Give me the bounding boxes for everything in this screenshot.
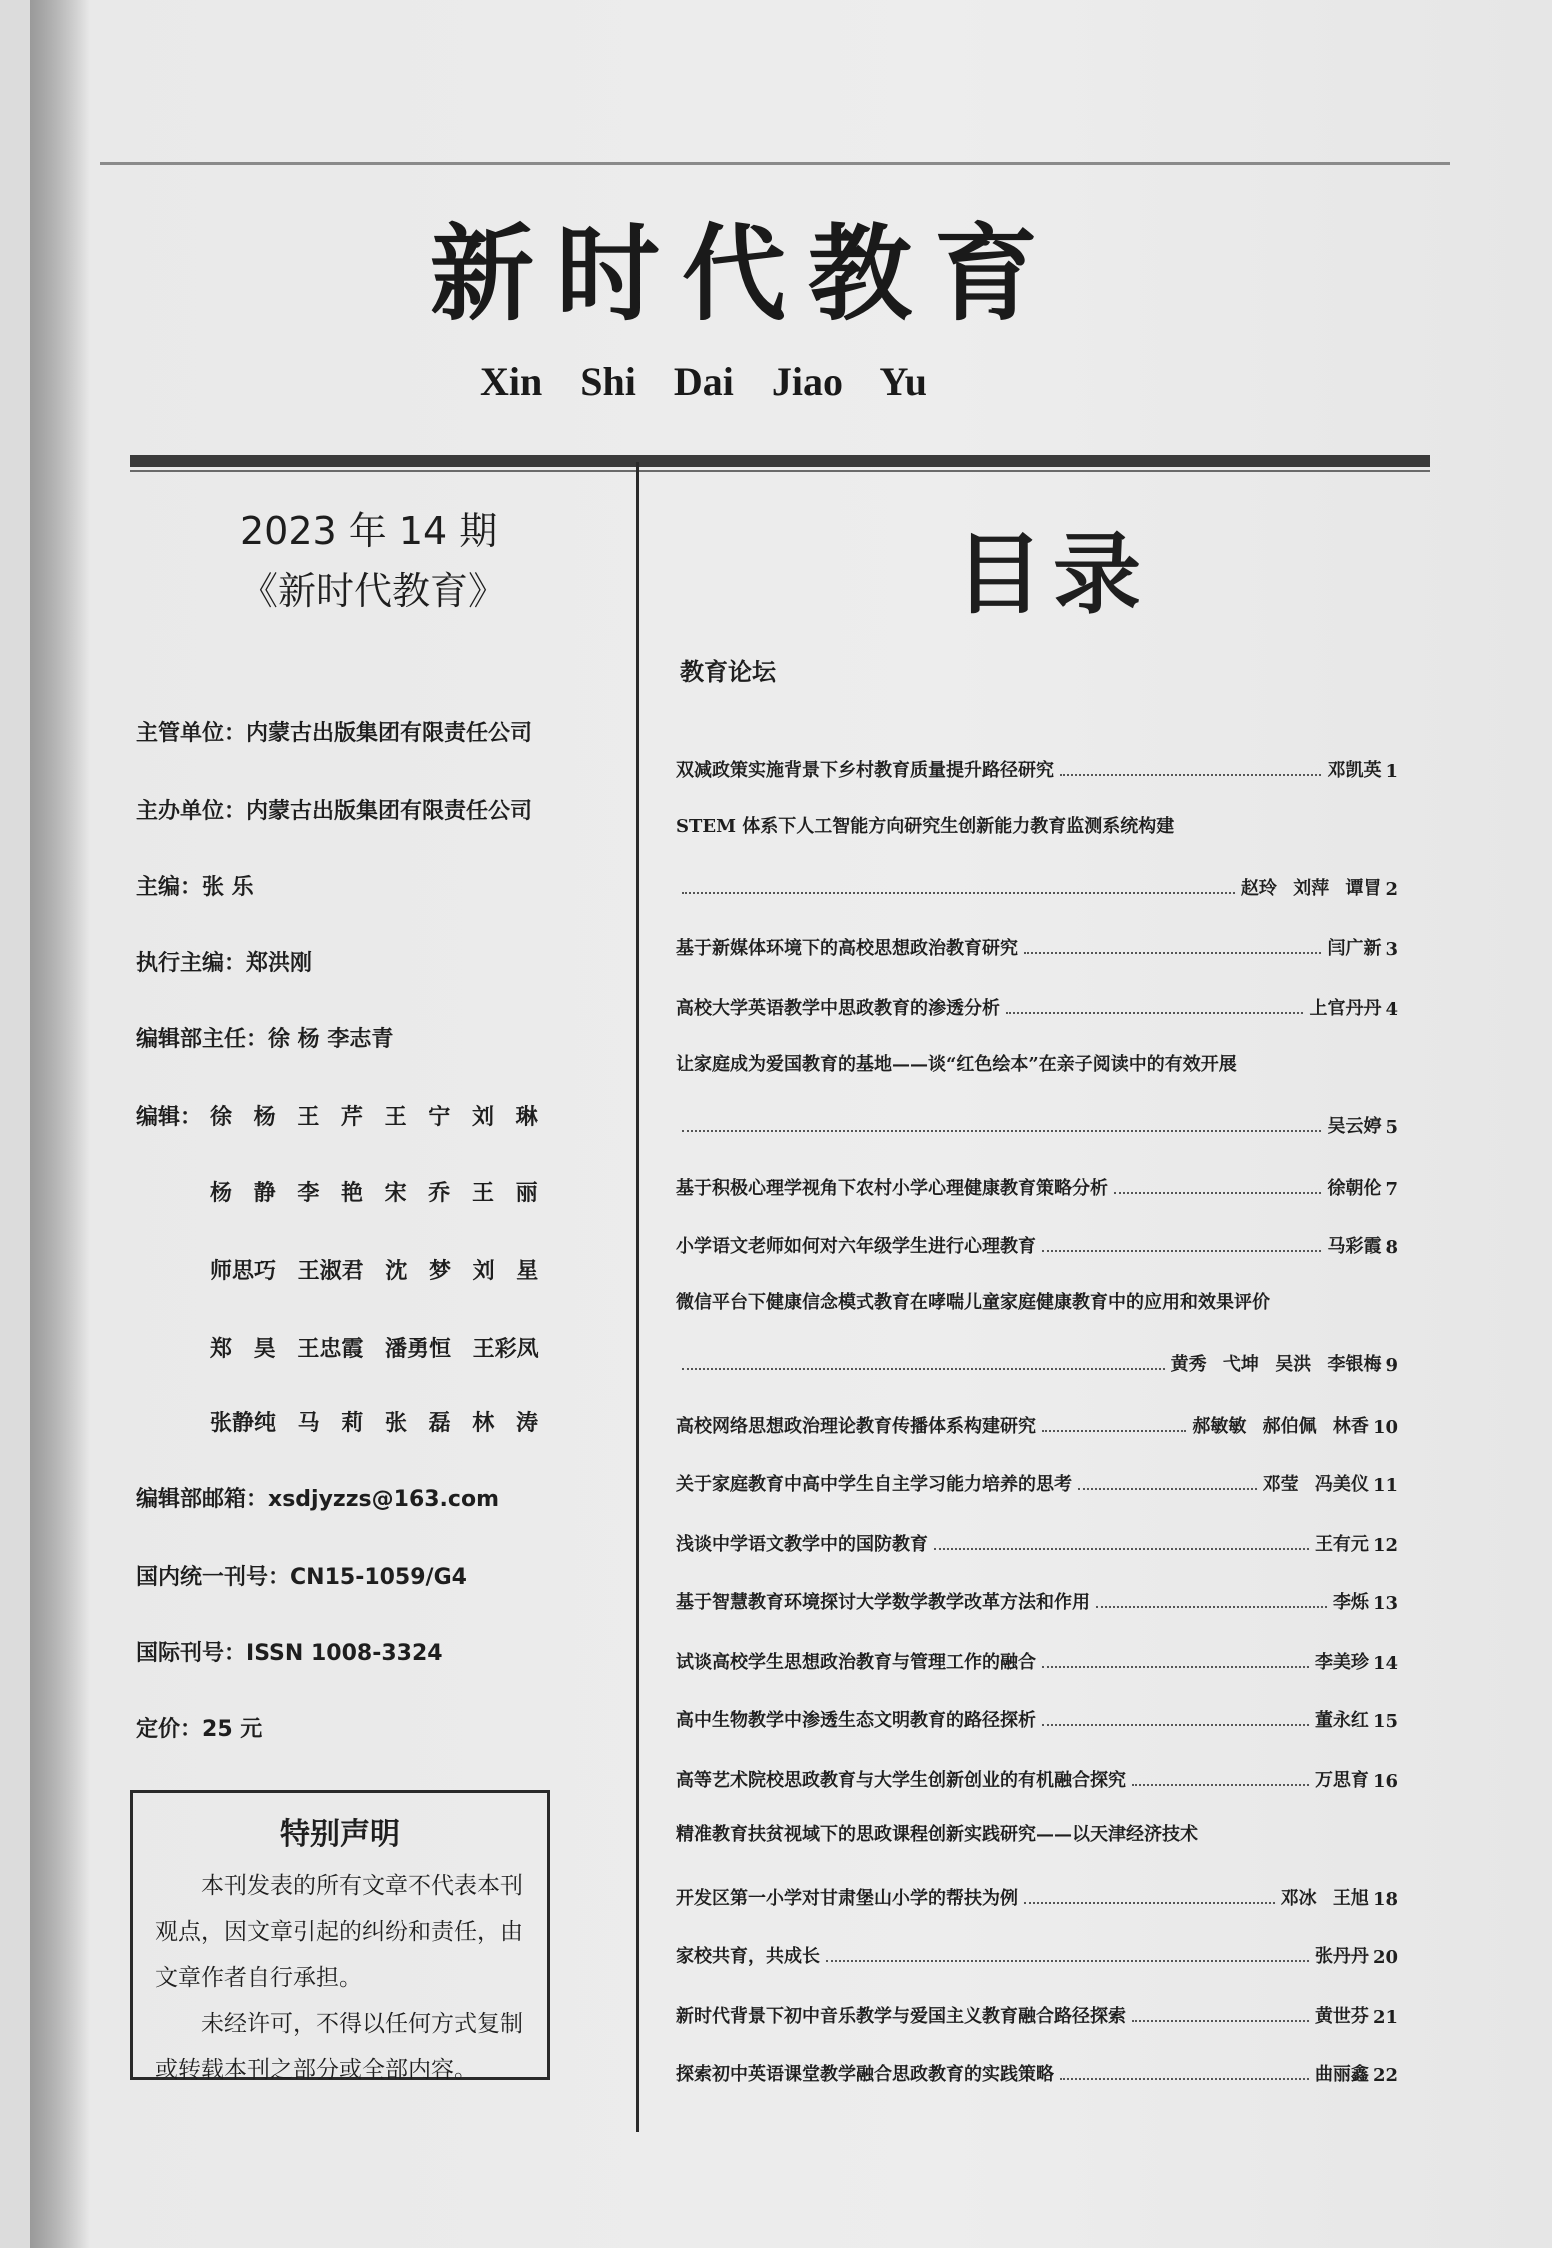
- toc-entry-title: 双减政策实施背景下乡村教育质量提升路径研究: [676, 760, 1054, 781]
- toc-entry: [676, 1170, 1398, 1200]
- info-email: [136, 1482, 499, 1513]
- info-value: 内蒙古出版集团有限责任公司: [246, 721, 533, 746]
- toc-leader-dots: [1042, 1666, 1309, 1668]
- toc-leader-dots: [934, 1548, 1309, 1550]
- info-label: 编辑：: [136, 1105, 203, 1130]
- toc-entry-authors: 曲丽鑫: [1314, 2064, 1369, 2085]
- toc-entry: [676, 1466, 1398, 1496]
- editor-row: 徐 杨 王 芹 王 宁 刘 琳: [210, 1105, 538, 1130]
- toc-entry-title: 开发区第一小学对甘肃堡山小学的帮扶为例: [676, 1888, 1018, 1909]
- header-rule-thin: [130, 470, 1430, 472]
- info-label: 国际刊号：: [136, 1641, 247, 1666]
- toc-entry-authors: 徐朝伦: [1327, 1178, 1382, 1199]
- masthead-title: 新时代教育: [430, 212, 1061, 335]
- info-value: 徐 杨 李志青: [268, 1027, 394, 1052]
- info-sponsor: [136, 794, 532, 825]
- toc-entry-title: 高校网络思想政治理论教育传播体系构建研究: [676, 1416, 1036, 1437]
- toc-entry: [676, 1644, 1398, 1674]
- toc-entry-title: 高中生物教学中渗透生态文明教育的路径探析: [676, 1710, 1036, 1731]
- toc-entry-authors: 黄秀 弋坤 吴洪 李银梅: [1170, 1354, 1382, 1375]
- toc-entry-title: 基于积极心理学视角下农村小学心理健康教育策略分析: [676, 1178, 1108, 1199]
- toc-leader-dots: [1114, 1192, 1321, 1194]
- masthead-pinyin: Xin Shi Dai Jiao Yu: [480, 359, 927, 404]
- toc-entry-authors: 郝敏敏 郝伯佩 林香: [1192, 1416, 1369, 1437]
- page-binding-shadow: [30, 0, 90, 2248]
- toc-entry-authors: 黄世芬: [1314, 2006, 1369, 2027]
- info-cn: [136, 1560, 467, 1591]
- toc-entry-page: 7: [1385, 1179, 1398, 1200]
- toc-leader-dots: [1060, 774, 1321, 776]
- toc-entry-title: STEM 体系下人工智能方向研究生创新能力教育监测系统构建: [676, 816, 1175, 837]
- toc-leader-dots: [1132, 1784, 1309, 1786]
- toc-entry-authors: 王有元: [1314, 1534, 1369, 1555]
- info-value: 张 乐: [202, 875, 254, 900]
- editor-row: 杨 静 李 艳 宋 乔 王 丽: [210, 1181, 538, 1206]
- toc-entry-title: 浅谈中学语文教学中的国防教育: [676, 1534, 928, 1555]
- toc-entry-authors: 李烁: [1332, 1592, 1369, 1613]
- editor-row: 郑 昊 王忠霞 潘勇恒 王彩凤: [210, 1337, 539, 1362]
- toc-entry-page: 20: [1372, 1947, 1398, 1968]
- toc-entry-authors: 吴云婷: [1327, 1116, 1382, 1137]
- toc-entry-page: 16: [1372, 1771, 1398, 1792]
- toc-entry: [676, 1584, 1398, 1614]
- toc-entry-title: 基于新媒体环境下的高校思想政治教育研究: [676, 938, 1018, 959]
- info-value: 郑洪刚: [246, 951, 313, 976]
- info-label: 主编：: [136, 875, 203, 900]
- column-divider: [636, 462, 639, 2132]
- top-rule: [100, 162, 1450, 165]
- info-value: 25 元: [202, 1717, 263, 1742]
- toc-entry: [676, 870, 1398, 900]
- toc-entry: [676, 1346, 1398, 1376]
- toc-entry-authors: 上官丹丹: [1309, 998, 1382, 1019]
- info-label: 主办单位：: [136, 799, 247, 824]
- toc-entry-authors: 邓冰 王旭: [1280, 1888, 1369, 1909]
- info-label: 编辑部邮箱：: [136, 1487, 269, 1512]
- toc-entry: [676, 1108, 1398, 1138]
- toc-entry: [676, 1938, 1398, 1968]
- issue-number: 2023 年 14 期: [240, 509, 498, 553]
- toc-entry-page: 2: [1385, 879, 1398, 900]
- toc-entry-page: 15: [1372, 1711, 1398, 1732]
- notice-paragraph: 本刊发表的所有文章不代表本刊观点，因文章引起的纠纷和责任，由文章作者自行承担。: [155, 1873, 523, 1991]
- toc-entry-page: 10: [1372, 1417, 1398, 1438]
- toc-entry-page: 18: [1372, 1889, 1398, 1910]
- toc-entry-title: 高等艺术院校思政教育与大学生创新创业的有机融合探究: [676, 1770, 1126, 1791]
- toc-entry-title: 试谈高校学生思想政治教育与管理工作的融合: [676, 1652, 1036, 1673]
- info-price: [136, 1712, 262, 1743]
- toc-leader-dots: [1042, 1250, 1321, 1252]
- info-value: ISSN 1008-3324: [246, 1641, 443, 1666]
- toc-entry-title: 高校大学英语教学中思政教育的渗透分析: [676, 998, 1000, 1019]
- toc-entry: [676, 1880, 1398, 1910]
- toc-entry-page: 11: [1372, 1475, 1398, 1496]
- toc-entry: [676, 752, 1398, 782]
- toc-entry-authors: 邓凯英: [1327, 760, 1382, 781]
- info-label: 执行主编：: [136, 951, 247, 976]
- info-label: 主管单位：: [136, 721, 247, 746]
- toc-leader-dots: [826, 1960, 1309, 1962]
- toc-entry: [676, 990, 1398, 1020]
- toc-entry-authors: 张丹丹: [1314, 1946, 1369, 1967]
- toc-leader-dots: [1024, 1902, 1275, 1904]
- toc-section-label: 教育论坛: [680, 658, 776, 686]
- toc-leader-dots: [682, 892, 1235, 894]
- toc-entry-authors: 闫广新: [1327, 938, 1382, 959]
- toc-entry-title: 关于家庭教育中高中学生自主学习能力培养的思考: [676, 1474, 1072, 1495]
- toc-entry-page: 14: [1372, 1653, 1398, 1674]
- toc-entry-authors: 李美珍: [1314, 1652, 1369, 1673]
- toc-leader-dots: [1060, 2078, 1309, 2080]
- info-label: 定价：: [136, 1717, 203, 1742]
- toc-leader-dots: [1042, 1724, 1309, 1726]
- toc-entry-title: 精准教育扶贫视域下的思政课程创新实践研究——以天津经济技术: [676, 1824, 1198, 1845]
- special-notice-box: [130, 1790, 550, 2083]
- toc-entry-page: 21: [1372, 2007, 1398, 2028]
- toc-leader-dots: [682, 1368, 1165, 1370]
- info-label: 国内统一刊号：: [136, 1565, 291, 1590]
- toc-entry: [676, 1998, 1398, 2028]
- info-value: CN15-1059/G4: [290, 1565, 467, 1590]
- toc-entry-page: 9: [1385, 1355, 1398, 1376]
- toc-entry: [676, 930, 1398, 960]
- toc-entry-authors: 邓莹 冯美仪: [1262, 1474, 1369, 1495]
- toc-entry-authors: 赵玲 刘萍 谭冒: [1240, 878, 1382, 899]
- toc-entry-title: 基于智慧教育环境探讨大学数学教学改革方法和作用: [676, 1592, 1090, 1613]
- toc-entry-title: 探索初中英语课堂教学融合思政教育的实践策略: [676, 2064, 1054, 2085]
- toc-leader-dots: [1024, 952, 1321, 954]
- toc-entry-page: 13: [1372, 1593, 1398, 1614]
- header-rule-thick: [130, 455, 1430, 467]
- info-dept-director: [136, 1022, 393, 1053]
- info-label: 编辑部主任：: [136, 1027, 269, 1052]
- toc-entry-title: 家校共育，共成长: [676, 1946, 820, 1967]
- toc-leader-dots: [1042, 1430, 1186, 1432]
- toc-entry: [676, 1228, 1398, 1258]
- toc-leader-dots: [1132, 2020, 1309, 2022]
- toc-entry: [676, 1702, 1398, 1732]
- toc-entry: [676, 1762, 1398, 1792]
- info-value: 内蒙古出版集团有限责任公司: [246, 799, 533, 824]
- toc-entry-page: 22: [1372, 2065, 1398, 2086]
- toc-entry-page: 5: [1385, 1117, 1398, 1138]
- toc-leader-dots: [1096, 1606, 1327, 1608]
- info-issn: [136, 1636, 443, 1667]
- toc-entry-authors: 万思育: [1314, 1770, 1369, 1791]
- toc-entry-page: 3: [1385, 939, 1398, 960]
- toc-leader-dots: [1006, 1012, 1303, 1014]
- toc-entry-page: 8: [1385, 1237, 1398, 1258]
- editor-row: 师思巧 王淑君 沈 梦 刘 星: [210, 1259, 539, 1284]
- toc-entry-page: 1: [1385, 761, 1398, 782]
- info-editors: [136, 1100, 202, 1131]
- editor-row: 张静纯 马 莉 张 磊 林 涛: [210, 1411, 538, 1436]
- notice-title: 特别声明: [280, 1817, 400, 1852]
- toc-entry-page: 4: [1385, 999, 1398, 1020]
- toc-entry-title: 让家庭成为爱国教育的基地——谈“红色绘本”在亲子阅读中的有效开展: [676, 1054, 1237, 1075]
- info-value: xsdjyzzs@163.com: [268, 1487, 499, 1512]
- toc-entry: [676, 1408, 1398, 1438]
- toc-entry-title: 微信平台下健康信念模式教育在哮喘儿童家庭健康教育中的应用和效果评价: [676, 1292, 1270, 1313]
- info-exec-editor: [136, 946, 312, 977]
- toc-leader-dots: [1078, 1488, 1257, 1490]
- journal-name: 《新时代教育》: [240, 569, 507, 613]
- toc-heading: 目录: [955, 523, 1152, 626]
- toc-entry-title: 小学语文老师如何对六年级学生进行心理教育: [676, 1236, 1036, 1257]
- toc-entry-title: 新时代背景下初中音乐教学与爱国主义教育融合路径探索: [676, 2006, 1126, 2027]
- info-chief-editor: [136, 870, 254, 901]
- toc-entry: [676, 1526, 1398, 1556]
- toc-entry: [676, 2056, 1398, 2086]
- toc-entry-authors: 董永红: [1314, 1710, 1369, 1731]
- notice-paragraph: 未经许可，不得以任何方式复制或转载本刊之部分或全部内容。: [155, 2011, 523, 2083]
- toc-entry-authors: 马彩霞: [1327, 1236, 1382, 1257]
- info-supervisor: [136, 716, 532, 747]
- toc-leader-dots: [682, 1130, 1321, 1132]
- toc-entry-page: 12: [1372, 1535, 1398, 1556]
